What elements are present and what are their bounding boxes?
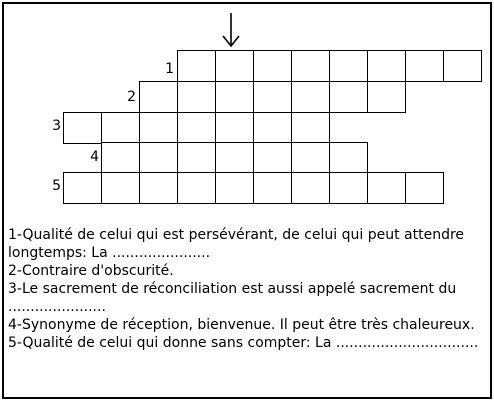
crossword-cell[interactable] <box>101 142 140 174</box>
crossword-cell[interactable] <box>443 50 482 82</box>
clue-3: 3-Le sacrement de réconciliation est aussi appelé sacrement du ...................... <box>8 281 457 315</box>
crossword-cell[interactable] <box>329 172 368 204</box>
crossword-cell[interactable] <box>101 172 140 204</box>
row-number-2: 2 <box>127 89 136 105</box>
clues-list <box>8 226 486 352</box>
clue-5: 5-Qualité de celui qui donne sans compter: La ................................ <box>8 335 479 351</box>
crossword-cell[interactable] <box>253 81 292 113</box>
crossword-cell[interactable] <box>329 50 368 82</box>
crossword-cell[interactable] <box>291 172 330 204</box>
row-number-1: 1 <box>165 61 174 77</box>
crossword-cell[interactable] <box>215 172 254 204</box>
crossword-cell[interactable] <box>291 142 330 174</box>
crossword-cell[interactable] <box>63 112 102 144</box>
crossword-cell[interactable] <box>215 81 254 113</box>
crossword-cell[interactable] <box>215 112 254 144</box>
crossword-cell[interactable] <box>253 172 292 204</box>
crossword-cell[interactable] <box>291 50 330 82</box>
crossword-cell[interactable] <box>139 81 178 113</box>
crossword-cell[interactable] <box>177 112 216 144</box>
crossword-cell[interactable] <box>215 50 254 82</box>
crossword-cell[interactable] <box>329 142 368 174</box>
crossword-cell[interactable] <box>101 112 140 144</box>
crossword-cell[interactable] <box>291 112 330 144</box>
crossword-cell[interactable] <box>139 172 178 204</box>
crossword-cell[interactable] <box>177 81 216 113</box>
clue-4: 4-Synonyme de réception, bienvenue. Il peut être très chaleureux. <box>8 317 475 333</box>
crossword-cell[interactable] <box>63 172 102 204</box>
crossword-cell[interactable] <box>177 172 216 204</box>
crossword-cell[interactable] <box>177 142 216 174</box>
crossword-cell[interactable] <box>215 142 254 174</box>
clue-2: 2-Contraire d'obscurité. <box>8 263 174 279</box>
clue-1: 1-Qualité de celui qui est persévérant, de celui qui peut attendre longtemps: La ...................... <box>8 227 465 261</box>
crossword-cell[interactable] <box>367 81 406 113</box>
crossword-cell[interactable] <box>177 50 216 82</box>
row-number-5: 5 <box>52 178 61 194</box>
row-number-4: 4 <box>90 149 99 165</box>
crossword-cell[interactable] <box>139 142 178 174</box>
row-number-3: 3 <box>52 118 61 134</box>
crossword-cell[interactable] <box>253 50 292 82</box>
crossword-cell[interactable] <box>253 142 292 174</box>
crossword-cell[interactable] <box>139 112 178 144</box>
crossword-cell[interactable] <box>253 112 292 144</box>
crossword-cell[interactable] <box>291 81 330 113</box>
crossword-cell[interactable] <box>405 172 444 204</box>
crossword-cell[interactable] <box>329 81 368 113</box>
crossword-cell[interactable] <box>367 172 406 204</box>
arrow-down-icon <box>221 12 241 48</box>
crossword-cell[interactable] <box>367 50 406 82</box>
crossword-cell[interactable] <box>405 50 444 82</box>
